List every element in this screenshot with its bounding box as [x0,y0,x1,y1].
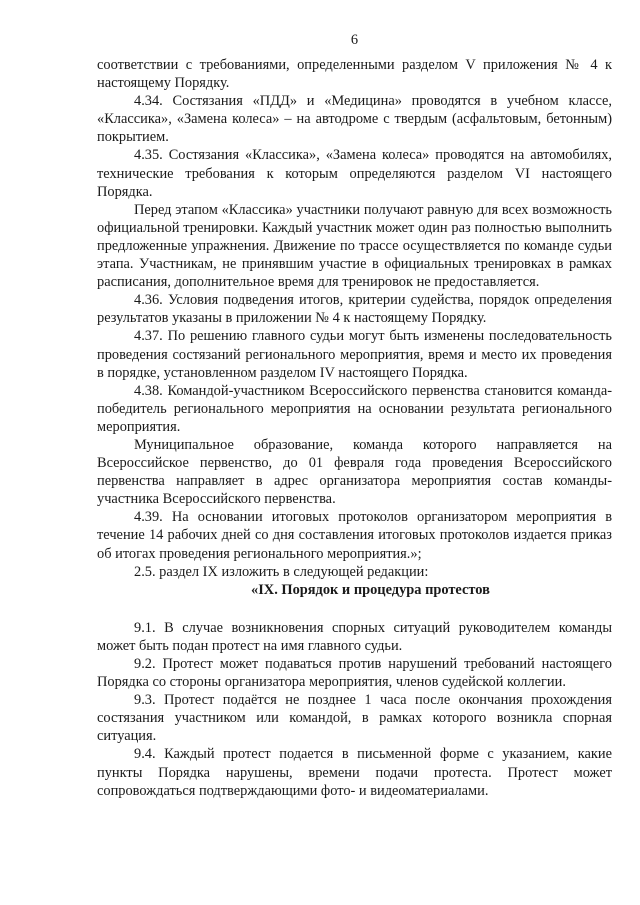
paragraph-4-34: 4.34. Состязания «ПДД» и «Медицина» проводятся в учебном классе, «Классика», «Замена колеса» – на автодроме с твердым (асфальтовым, бетонным) покрытием. [97,93,612,146]
paragraph-2-5: 2.5. раздел IX изложить в следующей редакции: [134,563,429,580]
paragraph-training: Перед этапом «Классика» участники получают равную для всех возможность официальной тренировки. Каждый участник может один раз полностью выполнить предложенные упражнения. Движение по трассе осуществляется по команде судьи этапа. Участникам, не принявшим участие в официальных тренировках в рамках расписания, дополнительное время для тренировок не предоставляется. [97,201,612,291]
paragraph-4-36: 4.36. Условия подведения итогов, критерии судейства, порядок определения результатов указаны в приложении № 4 к настоящему Порядку. [97,292,612,327]
paragraph-9-2: 9.2. Протест может подаваться против нарушений требований настоящего Порядка со стороны организатора мероприятия, членов судейской коллегии. [97,656,612,691]
paragraph-9-1: 9.1. В случае возникновения спорных ситуаций руководителем команды может быть подан протест на имя главного судьи. [97,619,612,654]
paragraph-continuation: соответствии с требованиями, определенными разделом V приложения № 4 к настоящему Порядку. [97,57,612,92]
section-spacer [97,599,612,619]
page-number: 6 [350,32,359,48]
paragraph-4-35: 4.35. Состязания «Классика», «Замена колеса» проводятся на автомобилях, технические требования к которым определяются разделом VI настоящего Порядка. [97,147,612,200]
document-body [97,56,612,800]
paragraph-4-39: 4.39. На основании итоговых протоколов организатором мероприятия в течение 14 рабочих дней со дня составления итоговых протоколов издается приказ об итогах проведения регионального мероприятия.»; [97,509,612,562]
paragraph-4-38: 4.38. Командой-участником Всероссийского первенства становится команда-победитель регионального мероприятия на основании результата регионального мероприятия. [97,382,612,435]
paragraph-municipal: Муниципальное образование, команда которого направляется на Всероссийское первенство, до 01 февраля года проведения Всероссийского первенства направляет в адрес организатора мероприятия состав команды-участника Всероссийского первенства. [97,436,612,508]
paragraph-4-37: 4.37. По решению главного судьи могут быть изменены последовательность проведения состязаний регионального мероприятия, время и место их проведения в порядке, установленном разделом IV настоящего Порядка. [97,328,612,381]
paragraph-9-4: 9.4. Каждый протест подается в письменной форме с указанием, какие пункты Порядка нарушены, времени подачи протеста. Протест может сопровождаться подтверждающими фото- и видеоматериалами. [97,746,612,799]
section-heading: «IX. Порядок и процедура протестов [251,581,490,598]
paragraph-9-3: 9.3. Протест подаётся не позднее 1 часа после окончания прохождения состязания участником или командой, в рамках которого возникла спорная ситуация. [97,692,612,745]
